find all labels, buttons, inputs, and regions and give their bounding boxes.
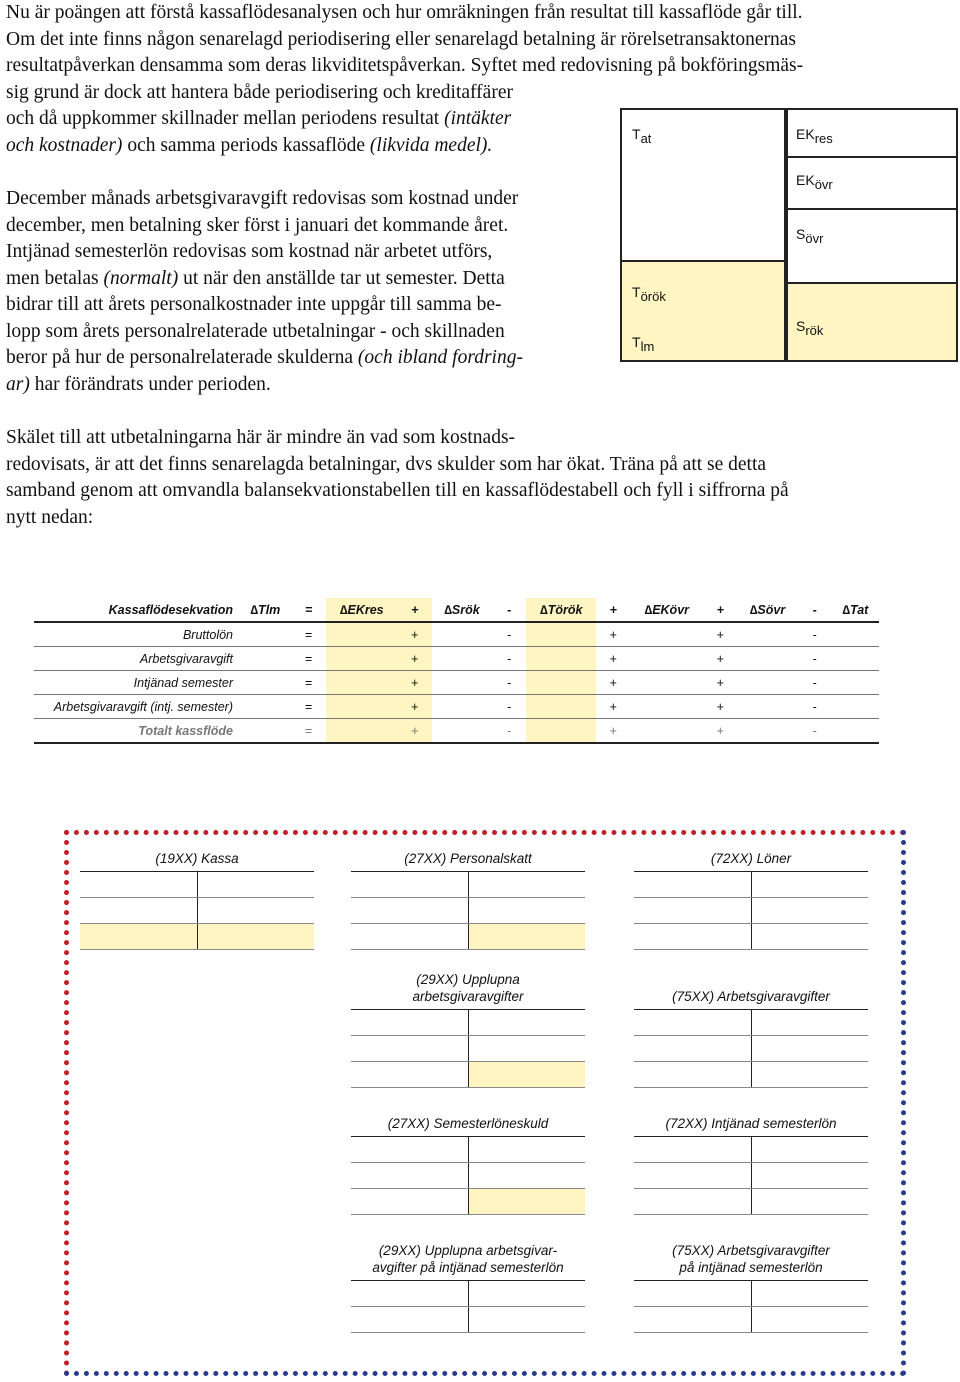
credit-cell[interactable]: [468, 1163, 586, 1188]
account-row: [634, 1062, 868, 1088]
row-label: Arbetsgivaravgift: [34, 647, 239, 671]
credit-cell[interactable]: [751, 1010, 869, 1035]
account-row: [634, 1307, 868, 1333]
account-title: [351, 971, 585, 1005]
operator-cell: +: [596, 671, 630, 695]
account-row: [634, 872, 868, 898]
operator-cell: +: [703, 719, 737, 744]
label-ek-res: $EK_{res}$: [796, 126, 833, 146]
value-cell[interactable]: [432, 647, 492, 671]
account-row: [351, 1010, 585, 1036]
account-row: [634, 1137, 868, 1163]
credit-cell[interactable]: [751, 1036, 869, 1061]
balance-diagram: [620, 108, 958, 362]
account-row: [80, 898, 314, 924]
account-title: (27XX) Personalskatt: [404, 851, 532, 866]
credit-cell[interactable]: [468, 1281, 586, 1306]
operator-cell: =: [292, 647, 326, 671]
credit-cell[interactable]: [197, 924, 315, 949]
operator-cell: +: [596, 647, 630, 671]
value-cell[interactable]: [737, 647, 797, 671]
label-ek-ovr: $EK_{övr}$: [796, 172, 833, 192]
account-title: (19XX) Kassa: [155, 851, 239, 866]
operator-cell: -: [492, 719, 526, 744]
debit-cell[interactable]: [351, 872, 468, 897]
intro-italic: och kostnader): [6, 134, 123, 156]
header-op: =: [292, 598, 326, 622]
operator-cell: +: [398, 622, 432, 647]
value-cell[interactable]: [432, 695, 492, 719]
header-op: -: [798, 598, 832, 622]
row-label: Intjänad semester: [34, 671, 239, 695]
debit-cell[interactable]: [351, 924, 468, 949]
cashflow-row: [34, 671, 879, 695]
value-cell[interactable]: [737, 719, 797, 744]
account-body: [634, 1280, 868, 1333]
account-title: (27XX) Semesterlöneskuld: [387, 1116, 549, 1131]
debit-cell[interactable]: [634, 872, 751, 897]
debit-cell[interactable]: [351, 1036, 468, 1061]
value-cell[interactable]: [737, 695, 797, 719]
account-kassa: [80, 850, 314, 950]
col-text: ut när den anställde tar ut semester. Detta: [183, 267, 505, 289]
cashflow-row: [34, 622, 879, 647]
value-cell[interactable]: [432, 622, 492, 647]
debit-cell[interactable]: [634, 898, 751, 923]
value-cell[interactable]: [630, 647, 703, 671]
header-cell: ∆Tat: [832, 598, 879, 622]
label-s-ovr: $S_{övr}$: [796, 226, 824, 246]
debit-cell[interactable]: [634, 1010, 751, 1035]
value-cell[interactable]: [737, 622, 797, 647]
account-row: [634, 1010, 868, 1036]
col-italic: (normalt): [103, 267, 179, 289]
value-cell[interactable]: [832, 647, 879, 671]
account-body: [351, 1280, 585, 1333]
operator-cell: -: [798, 719, 832, 744]
header-op: +: [398, 598, 432, 622]
account-personalskatt: [351, 850, 585, 950]
debit-cell[interactable]: [634, 1189, 751, 1214]
debit-cell[interactable]: [80, 898, 197, 923]
header-cell: ∆Srök: [432, 598, 492, 622]
header-cell: ∆EKövr: [630, 598, 703, 622]
value-cell[interactable]: [239, 647, 292, 671]
account-title-line: (29XX) Upplupna: [416, 972, 520, 987]
value-cell[interactable]: [630, 622, 703, 647]
col-text: beror på hur de personalrelaterade skulderna: [6, 347, 354, 368]
header-title: Kassaflödesekvation: [34, 598, 239, 622]
assets-column: [620, 108, 786, 362]
cashflow-table: [34, 598, 879, 744]
intro-line: Om det inte finns någon senarelagd periodisering eller senarelagd betalning är rörelsetransaktonernas: [6, 28, 796, 50]
account-arbetsgivaravgifter-semester: [634, 1242, 868, 1333]
account-title: (72XX) Löner: [710, 851, 792, 866]
header-op: +: [703, 598, 737, 622]
header-cell: ∆Sövr: [737, 598, 797, 622]
operator-cell: +: [398, 671, 432, 695]
account-title-line: arbetsgivaravgifter: [412, 989, 524, 1004]
liabilities-column: [786, 108, 958, 362]
col-line: [6, 345, 606, 372]
col-line: December månads arbetsgivaravgift redovisas som kostnad under: [6, 188, 519, 209]
operator-cell: =: [292, 719, 326, 744]
credit-cell[interactable]: [468, 1189, 586, 1214]
operator-cell: -: [492, 622, 526, 647]
credit-cell[interactable]: [751, 1062, 869, 1087]
col-line: Intjänad semesterlön redovisas som kostnad när arbetet utförs,: [6, 241, 493, 262]
credit-cell[interactable]: [751, 1137, 869, 1162]
col-italic: (och ibland fordring-: [357, 347, 523, 368]
intro-line: resultatpåverkan densamma som deras likviditetspåverkan. Syftet med redovisning på bokföringsmäs-: [6, 55, 804, 76]
debit-cell[interactable]: [634, 1281, 751, 1306]
cashflow-row: [34, 695, 879, 719]
debit-cell[interactable]: [80, 872, 197, 897]
credit-cell[interactable]: [751, 1163, 869, 1188]
operator-cell: +: [703, 622, 737, 647]
debit-cell[interactable]: [351, 1163, 468, 1188]
value-cell[interactable]: [737, 671, 797, 695]
intro-line: Nu är poängen att förstå kassaflödesanalysen och hur omräkningen från resultat till kassaflöde går till.: [6, 2, 803, 23]
label-s-rok: $S_{rök}$: [796, 318, 824, 338]
col-text: men betalas: [6, 267, 99, 289]
value-cell[interactable]: [326, 671, 398, 695]
operator-cell: -: [492, 695, 526, 719]
account-row: [634, 1163, 868, 1189]
account-arbetsgivaravgifter: [634, 988, 868, 1088]
label-t-at: $T_{at}$: [632, 126, 652, 146]
value-cell[interactable]: [630, 719, 703, 744]
col-line: lopp som årets personalrelaterade utbetalningar - och skillnaden: [6, 320, 505, 342]
header-cell: ∆Török: [526, 598, 596, 622]
debit-cell[interactable]: [634, 1036, 751, 1061]
credit-cell[interactable]: [468, 1307, 586, 1332]
intro-line: sig grund är dock att hantera både periodisering och kreditaffärer: [6, 81, 513, 103]
debit-cell[interactable]: [634, 1137, 751, 1162]
credit-cell[interactable]: [751, 872, 869, 897]
account-upplupna-semester: [351, 1242, 585, 1333]
header-cell: ∆Tlm: [239, 598, 292, 622]
operator-cell: -: [798, 622, 832, 647]
debit-cell[interactable]: [351, 1307, 468, 1332]
header-op: -: [492, 598, 526, 622]
col-text: har förändrats under perioden.: [34, 373, 271, 395]
operator-cell: =: [292, 671, 326, 695]
account-row: [351, 1036, 585, 1062]
account-row: [351, 924, 585, 950]
operator-cell: +: [703, 671, 737, 695]
value-cell[interactable]: [239, 671, 292, 695]
value-cell[interactable]: [526, 695, 596, 719]
account-row: [351, 1062, 585, 1088]
value-cell[interactable]: [832, 622, 879, 647]
frame-border-bottom: [64, 1371, 906, 1376]
account-title-line: på intjänad semesterlön: [679, 1260, 823, 1275]
cashflow-row: [34, 647, 879, 671]
account-row: [351, 898, 585, 924]
debit-cell[interactable]: [634, 1163, 751, 1188]
operator-cell: +: [596, 719, 630, 744]
account-row: [351, 1137, 585, 1163]
operator-cell: +: [596, 622, 630, 647]
account-title: (72XX) Intjänad semesterlön: [665, 1116, 837, 1131]
account-body: [634, 1136, 868, 1215]
account-row: [634, 1281, 868, 1307]
frame-border-top: [64, 830, 906, 835]
value-cell[interactable]: [832, 719, 879, 744]
account-title: [351, 1242, 585, 1276]
after-line: redovisats, är att det finns senarelagda betalningar, dvs skulder som har ökat. Träna på att se detta: [6, 453, 767, 475]
after-line: nytt nedan:: [6, 506, 94, 528]
header-op: +: [596, 598, 630, 622]
value-cell[interactable]: [326, 647, 398, 671]
operator-cell: +: [703, 647, 737, 671]
credit-cell[interactable]: [197, 872, 315, 897]
value-cell[interactable]: [326, 719, 398, 744]
value-cell[interactable]: [526, 647, 596, 671]
col-line: [6, 372, 606, 399]
value-cell[interactable]: [832, 695, 879, 719]
row-label: Totalt kassflöde: [34, 719, 239, 744]
value-cell[interactable]: [526, 622, 596, 647]
frame-border-right: [901, 830, 906, 1376]
cashflow-row: [34, 719, 879, 744]
row-label: Bruttolön: [34, 622, 239, 647]
operator-cell: +: [398, 647, 432, 671]
account-row: [634, 924, 868, 950]
credit-cell[interactable]: [751, 1281, 869, 1306]
operator-cell: -: [492, 647, 526, 671]
intro-italic: (intäkter: [444, 108, 512, 129]
label-t-lm: $T_{lm}$: [632, 334, 655, 354]
account-body: [634, 1009, 868, 1088]
s-ovr-box: [788, 210, 956, 284]
after-line: samband genom att omvandla balansekvationstabellen till en kassaflödestabell och fyll i siffrorna på: [6, 480, 789, 501]
operator-cell: -: [798, 695, 832, 719]
value-cell[interactable]: [326, 695, 398, 719]
col-line: [6, 266, 606, 293]
value-cell[interactable]: [239, 622, 292, 647]
account-body: [351, 1009, 585, 1088]
account-body: [634, 871, 868, 950]
operator-cell: -: [492, 671, 526, 695]
credit-cell[interactable]: [468, 1062, 586, 1087]
account-row: [351, 1163, 585, 1189]
credit-cell[interactable]: [468, 924, 586, 949]
header-cell: ∆EKres: [326, 598, 398, 622]
account-title: (75XX) Arbetsgivaravgifter: [672, 989, 830, 1004]
value-cell[interactable]: [432, 671, 492, 695]
debit-cell[interactable]: [634, 924, 751, 949]
credit-cell[interactable]: [751, 898, 869, 923]
account-title-line: avgifter på intjänad semesterlön: [372, 1260, 564, 1275]
account-row: [351, 1307, 585, 1333]
debit-cell[interactable]: [351, 1137, 468, 1162]
column-paragraph: [6, 186, 606, 398]
credit-cell[interactable]: [468, 1010, 586, 1035]
after-paragraph: [6, 425, 956, 531]
credit-cell[interactable]: [751, 1307, 869, 1332]
frame-border-left: [64, 830, 69, 1376]
col-line: december, men betalning sker först i januari det kommande året.: [6, 214, 509, 236]
operator-cell: +: [703, 695, 737, 719]
operator-cell: +: [398, 695, 432, 719]
debit-cell[interactable]: [351, 1281, 468, 1306]
operator-cell: =: [292, 695, 326, 719]
account-title: [634, 1242, 868, 1276]
debit-cell[interactable]: [351, 1010, 468, 1035]
value-cell[interactable]: [832, 671, 879, 695]
credit-cell[interactable]: [468, 1036, 586, 1061]
debit-cell[interactable]: [351, 1062, 468, 1087]
debit-cell[interactable]: [351, 898, 468, 923]
operator-cell: +: [596, 695, 630, 719]
intro-italic: (likvida medel).: [369, 134, 493, 156]
account-row: [80, 924, 314, 950]
operator-cell: -: [798, 671, 832, 695]
account-row: [634, 1189, 868, 1215]
account-row: [634, 898, 868, 924]
account-intjanad-semesterlon: [634, 1115, 868, 1215]
value-cell[interactable]: [630, 695, 703, 719]
account-semesterloneskuld: [351, 1115, 585, 1215]
operator-cell: =: [292, 622, 326, 647]
debit-cell[interactable]: [80, 924, 197, 949]
credit-cell[interactable]: [751, 924, 869, 949]
value-cell[interactable]: [526, 671, 596, 695]
account-loner: [634, 850, 868, 950]
debit-cell[interactable]: [634, 1062, 751, 1087]
credit-cell[interactable]: [751, 1189, 869, 1214]
account-row: [351, 872, 585, 898]
intro-text: och samma periods kassaflöde: [127, 134, 366, 156]
account-row: [351, 1281, 585, 1307]
value-cell[interactable]: [432, 719, 492, 744]
account-upplupna: [351, 971, 585, 1088]
cashflow-header: [34, 598, 879, 622]
account-body: [351, 871, 585, 950]
col-italic: ar): [6, 373, 30, 395]
operator-cell: +: [398, 719, 432, 744]
account-title-line: (29XX) Upplupna arbetsgivar-: [378, 1243, 558, 1258]
value-cell[interactable]: [239, 719, 292, 744]
value-cell[interactable]: [326, 622, 398, 647]
label-t-orok: $T_{örök}$: [632, 284, 666, 304]
value-cell[interactable]: [526, 719, 596, 744]
value-cell[interactable]: [239, 695, 292, 719]
credit-cell[interactable]: [197, 898, 315, 923]
credit-cell[interactable]: [468, 1137, 586, 1162]
row-label: Arbetsgivaravgift (intj. semester): [34, 695, 239, 719]
after-line: Skälet till att utbetalningarna här är mindre än vad som kostnads-: [6, 427, 516, 448]
account-body: [351, 1136, 585, 1215]
account-row: [634, 1036, 868, 1062]
col-line: bidrar till att årets personalkostnader inte uppgår till samma be-: [6, 294, 502, 315]
debit-cell[interactable]: [351, 1189, 468, 1214]
account-row: [80, 872, 314, 898]
debit-cell[interactable]: [634, 1307, 751, 1332]
account-row: [351, 1189, 585, 1215]
account-title-line: (75XX) Arbetsgivaravgifter: [672, 1243, 830, 1258]
intro-text: och då uppkommer skillnader mellan periodens resultat: [6, 108, 440, 129]
operator-cell: -: [798, 647, 832, 671]
credit-cell[interactable]: [468, 872, 586, 897]
account-body: [80, 871, 314, 950]
credit-cell[interactable]: [468, 898, 586, 923]
value-cell[interactable]: [630, 671, 703, 695]
